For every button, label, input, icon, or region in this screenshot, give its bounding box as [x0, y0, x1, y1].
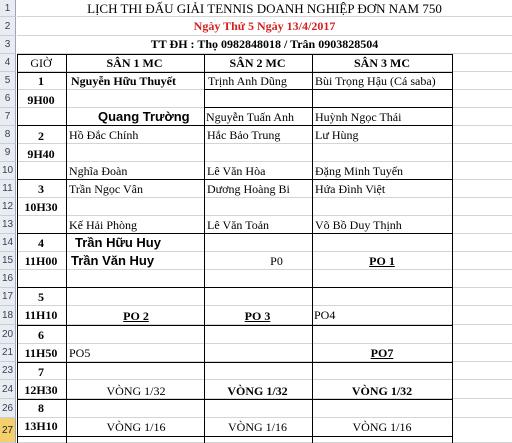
slot-time[interactable]: 11H00 — [24, 254, 58, 268]
player-cell[interactable]: Nguyễn Hữu Thuyết — [71, 74, 177, 88]
table-border — [17, 399, 453, 400]
table-border — [17, 179, 453, 180]
slot-number[interactable]: 1 — [38, 74, 44, 88]
playoff-cell[interactable]: PO7 — [370, 346, 394, 360]
date-subtitle[interactable]: Ngày Thứ 5 Ngày 13/4/2017 — [193, 19, 336, 33]
row-header[interactable]: 16 — [0, 270, 16, 288]
row-header[interactable]: 13 — [0, 216, 16, 234]
player-cell[interactable]: Kế Hải Phòng — [69, 218, 137, 232]
table-border — [66, 54, 67, 443]
round-cell[interactable]: VÒNG 1/32 — [227, 384, 288, 398]
player-cell[interactable]: Quang Trường — [98, 109, 190, 124]
row-header[interactable]: 15 — [0, 252, 16, 270]
player-cell[interactable]: Hắc Bảo Trung — [207, 128, 281, 142]
gridline — [17, 269, 512, 270]
table-border — [17, 287, 453, 288]
row-header[interactable]: 12 — [0, 198, 16, 216]
slot-number[interactable]: 3 — [38, 182, 44, 196]
row-header[interactable]: 24 — [0, 380, 16, 399]
table-border — [17, 233, 453, 234]
playoff-cell[interactable]: PO4 — [314, 308, 336, 322]
playoff-cell[interactable]: PO 2 — [123, 309, 149, 323]
row-header[interactable]: 20 — [0, 325, 16, 344]
gridline — [17, 305, 512, 306]
sheet-title[interactable]: LỊCH THI ĐẤU GIẢI TENNIS DOANH NGHIỆP ĐƠN NAM 750 — [87, 1, 442, 16]
player-cell[interactable]: Trần Hữu Huy — [75, 235, 161, 250]
row-header[interactable]: 17 — [0, 288, 16, 306]
slot-time[interactable]: 11H50 — [24, 346, 58, 360]
table-border — [17, 362, 453, 363]
gridline — [17, 417, 512, 418]
organizer-contact[interactable]: TT ĐH : Thọ 0982848018 / Trân 0903828504 — [150, 37, 379, 51]
gridline — [17, 215, 512, 216]
player-cell[interactable]: Lư Hùng — [315, 128, 359, 142]
round-cell[interactable]: VÒNG 1/16 — [352, 420, 412, 434]
row-header[interactable]: 26 — [0, 399, 16, 418]
row-header[interactable]: 5 — [0, 72, 16, 90]
slot-number[interactable]: 4 — [38, 236, 44, 250]
row-header[interactable]: 18 — [0, 306, 16, 325]
slot-time[interactable]: 13H10 — [24, 419, 58, 433]
player-cell[interactable]: Huỳnh Ngọc Thái — [315, 110, 402, 124]
round-cell[interactable]: VÒNG 1/16 — [106, 420, 166, 434]
round-cell[interactable]: VÒNG 1/32 — [106, 384, 166, 398]
player-cell[interactable]: Lê Văn Toản — [207, 218, 270, 232]
slot-number[interactable]: 8 — [38, 401, 44, 415]
player-cell[interactable]: Trần Ngọc Vân — [69, 182, 143, 196]
row-header[interactable]: 11 — [0, 180, 16, 198]
row-header[interactable]: 2 — [0, 17, 16, 36]
header-time[interactable]: GIỜ — [30, 56, 52, 70]
slot-number[interactable]: 5 — [38, 290, 44, 304]
player-cell[interactable]: Hồ Đắc Chính — [69, 128, 139, 142]
slot-time[interactable]: 12H30 — [24, 383, 58, 397]
table-border — [17, 125, 453, 126]
table-border — [204, 54, 205, 443]
player-cell[interactable]: Trịnh Anh Dũng — [208, 74, 287, 88]
playoff-cell[interactable]: PO 3 — [244, 309, 271, 323]
player-cell[interactable]: Võ Bồ Duy Thịnh — [315, 218, 402, 232]
header-court-3[interactable]: SÂN 3 MC — [354, 56, 410, 70]
table-border — [312, 54, 313, 443]
player-cell[interactable]: Dương Hoàng Bi — [207, 182, 290, 196]
row-header[interactable]: 4 — [0, 54, 16, 72]
player-cell[interactable]: Nguyễn Tuấn Anh — [206, 110, 295, 124]
table-border — [17, 325, 453, 326]
row-header[interactable]: 10 — [0, 162, 16, 180]
header-court-1[interactable]: SÂN 1 MC — [106, 56, 163, 70]
table-border — [17, 54, 453, 55]
playoff-cell[interactable]: P0 — [270, 254, 283, 268]
header-court-2[interactable]: SÂN 2 MC — [229, 56, 286, 70]
slot-time[interactable]: 11H10 — [24, 308, 58, 322]
slot-number[interactable]: 2 — [38, 129, 44, 143]
row-header[interactable]: 9 — [0, 144, 16, 162]
slot-number[interactable]: 6 — [38, 328, 44, 342]
round-cell[interactable]: VÒNG 1/32 — [351, 384, 413, 398]
playoff-cell[interactable]: PO5 — [69, 346, 91, 360]
row-header[interactable]: 21 — [0, 344, 16, 362]
gridline — [17, 379, 512, 380]
playoff-cell[interactable]: PO 1 — [369, 254, 395, 268]
table-border — [204, 107, 452, 108]
table-border — [17, 54, 18, 443]
row-header[interactable]: 6 — [0, 90, 16, 108]
table-border — [452, 54, 453, 443]
player-cell[interactable]: Hứa Đình Việt — [315, 182, 386, 196]
player-cell[interactable]: Nghĩa Đoàn — [69, 164, 128, 178]
table-border — [204, 89, 452, 90]
gridline — [17, 343, 512, 344]
row-header[interactable]: 7 — [0, 108, 16, 126]
player-cell[interactable]: Trần Văn Huy — [71, 253, 155, 268]
gridline — [17, 161, 512, 162]
table-border — [17, 436, 453, 437]
gridline — [17, 143, 512, 144]
row-header[interactable]: 27 — [0, 418, 16, 443]
round-cell[interactable]: VÒNG 1/16 — [228, 420, 287, 434]
row-header[interactable]: 14 — [0, 234, 16, 252]
table-border — [17, 72, 453, 73]
player-cell[interactable]: Lê Văn Hòa — [207, 164, 266, 178]
slot-time[interactable]: 9H40 — [27, 147, 55, 161]
gridline — [17, 197, 512, 198]
row-header[interactable]: 23 — [0, 362, 16, 380]
player-cell[interactable]: Bùi Trọng Hậu (Cá saba) — [315, 74, 436, 88]
row-header[interactable]: 1 — [0, 0, 16, 17]
row-header[interactable]: 8 — [0, 126, 16, 144]
slot-time[interactable]: 9H00 — [27, 93, 55, 107]
row-header[interactable]: 3 — [0, 36, 16, 54]
slot-number[interactable]: 7 — [38, 365, 44, 379]
gridline — [17, 251, 512, 252]
player-cell[interactable]: Đặng Minh Tuyến — [315, 164, 404, 178]
slot-time[interactable]: 10H30 — [24, 200, 58, 214]
